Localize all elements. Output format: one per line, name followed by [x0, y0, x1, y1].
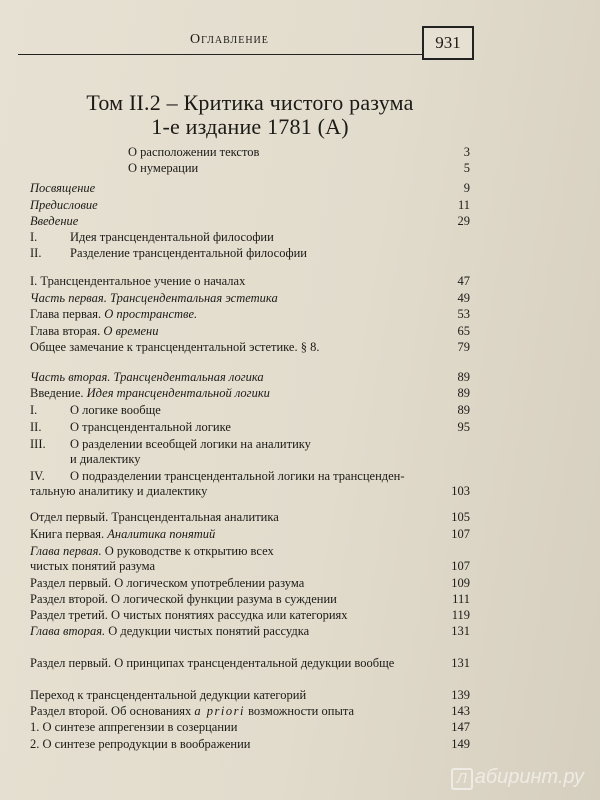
- toc-entry-text: Раздел первый. О логическом употреблении разума: [30, 576, 305, 590]
- toc-entry-text: О трансцендентальной логике: [70, 420, 231, 434]
- toc-entry-text-continuation: и диалектику: [70, 452, 141, 466]
- toc-entry-prefix: Глава вторая.: [30, 324, 104, 338]
- toc-entry-text: Посвящение: [30, 181, 96, 195]
- toc-entry-number: I.: [30, 230, 38, 244]
- toc-entry-prefix: Глава первая.: [30, 307, 105, 321]
- toc-entry-text: 2. О синтезе репродукции в воображении: [30, 737, 251, 751]
- toc-entry-italic: О времени: [103, 324, 159, 338]
- toc-entry-italic: О пространстве.: [104, 307, 198, 321]
- toc-entry[interactable]: [30, 307, 470, 322]
- toc-entry-text: О разделении всеобщей логики на аналитику: [70, 437, 311, 451]
- toc-entry-prefix: Книга первая.: [30, 527, 108, 541]
- volume-title: Том II.2 – Критика чистого разума: [86, 90, 414, 115]
- toc-entry-page: 109: [451, 576, 470, 590]
- toc-entry-text: Разделение трансцендентальной философии: [70, 246, 307, 260]
- watermark-badge: Л: [451, 768, 473, 790]
- toc-entry[interactable]: [30, 688, 470, 703]
- toc-entry[interactable]: [30, 214, 470, 229]
- toc-entry-text: О логике вообще: [70, 403, 161, 417]
- toc-entry-rest: О дедукции чистых понятий рассудка: [105, 624, 310, 638]
- toc-entry-text: О нумерации: [128, 161, 199, 175]
- toc-entry[interactable]: [30, 274, 470, 289]
- toc-entry[interactable]: [30, 527, 470, 542]
- toc-entry-page: 5: [463, 161, 470, 175]
- toc-entry[interactable]: [30, 704, 470, 719]
- toc-entry-page: 29: [457, 214, 470, 228]
- watermark-text: абиринт.ру: [474, 766, 584, 788]
- toc-entry-text-continuation: тальную аналитику и диалектику: [30, 484, 208, 498]
- toc-entry-page: 107: [451, 527, 470, 541]
- watermark-logo: [451, 766, 584, 790]
- toc-entry[interactable]: [30, 246, 470, 261]
- toc-entry[interactable]: [30, 145, 470, 160]
- toc-entry-page: 11: [457, 198, 470, 212]
- toc-entry-number: IV.: [30, 469, 45, 483]
- toc-entry-italic: Аналитика понятий: [107, 527, 216, 541]
- toc-entry-number: III.: [30, 437, 46, 451]
- toc-entry[interactable]: [30, 592, 470, 607]
- toc-entry[interactable]: [30, 720, 470, 735]
- toc-entry[interactable]: [30, 437, 470, 467]
- toc-entry-text: Часть первая. Трансцендентальная эстетика: [30, 291, 278, 305]
- toc-entry-text: О подразделении трансцендентальной логики на трансценден-: [70, 469, 405, 483]
- toc-entry[interactable]: [30, 737, 470, 752]
- toc-entry-italic: Идея трансцендентальной логики: [86, 386, 270, 400]
- toc-entry-page: 107: [451, 559, 470, 573]
- toc-entry-text: Переход к трансцендентальной дедукции категорий: [30, 688, 307, 702]
- toc-entry-text: Отдел первый. Трансцендентальная аналитика: [30, 510, 279, 524]
- page-number: 931: [422, 26, 474, 60]
- toc-entry-prefix: Раздел второй. Об основаниях: [30, 704, 195, 718]
- toc-entry[interactable]: [30, 324, 470, 339]
- toc-entry-text: Раздел первый. О принципах трансцендентальной дедукции вообще: [30, 656, 395, 670]
- toc-entry-page: 149: [451, 737, 470, 751]
- toc-entry-page: 131: [451, 624, 470, 638]
- toc-entry-page: 119: [451, 608, 470, 622]
- toc-entry-text: Раздел второй. О логической функции разума в суждении: [30, 592, 337, 606]
- toc-entry-number: II.: [30, 246, 42, 260]
- toc-entry[interactable]: [30, 181, 470, 196]
- toc-entry-prefix: Введение.: [30, 386, 87, 400]
- toc-entry[interactable]: [30, 161, 470, 176]
- toc-entry-page: 95: [457, 420, 470, 434]
- toc-entry-number: I.: [30, 403, 38, 417]
- toc-entry-page: 111: [452, 592, 470, 606]
- toc-entry-page: 3: [463, 145, 470, 159]
- toc-entry[interactable]: [30, 469, 470, 499]
- toc-entry-text: 1. О синтезе аппрегензии в созерцании: [30, 720, 238, 734]
- toc-entry-suffix: возможности опыта: [244, 704, 354, 718]
- edition-title: 1-е издание 1781 (А): [151, 114, 349, 139]
- toc-entry-text: Общее замечание к трансцендентальной эстетике. § 8.: [30, 340, 320, 354]
- toc-entry-page: 53: [457, 307, 470, 321]
- toc-entry[interactable]: [30, 624, 470, 639]
- running-head-label: Оглавление: [190, 32, 269, 47]
- toc-entry[interactable]: [30, 291, 470, 306]
- toc-entry-text: Идея трансцендентальной философии: [70, 230, 274, 244]
- toc-entry[interactable]: [30, 403, 470, 418]
- toc-entry[interactable]: [30, 340, 470, 355]
- toc-entry-text: О расположении текстов: [128, 145, 260, 159]
- toc-entry[interactable]: [30, 656, 470, 671]
- toc-entry-page: 79: [457, 340, 470, 354]
- toc-entry-page: 89: [457, 370, 470, 384]
- toc-entry-page: 89: [457, 403, 470, 417]
- toc-entry[interactable]: [30, 608, 470, 623]
- toc-entry-rest: О руководстве к открытию всех: [101, 544, 274, 558]
- toc-entry-page: 49: [457, 291, 470, 305]
- toc-entry[interactable]: [30, 230, 470, 245]
- toc-entry-page: 89: [457, 386, 470, 400]
- toc-entry-page: 131: [451, 656, 470, 670]
- toc-entry-page: 105: [451, 510, 470, 524]
- toc-entry-page: 143: [451, 704, 470, 718]
- toc-entry[interactable]: [30, 420, 470, 435]
- toc-entry-number: II.: [30, 420, 42, 434]
- toc-entry-page: 65: [457, 324, 470, 338]
- toc-entry-italic: Глава первая.: [30, 544, 102, 558]
- toc-entry-page: 139: [451, 688, 470, 702]
- toc-entry-text: Предисловие: [30, 198, 98, 212]
- toc-entry-text-continuation: чистых понятий разума: [30, 559, 156, 573]
- toc-entry[interactable]: [30, 386, 470, 401]
- toc-entry[interactable]: [30, 510, 470, 525]
- toc-entry-text: Раздел третий. О чистых понятиях рассудка или категориях: [30, 608, 348, 622]
- toc-entry-page: 9: [463, 181, 470, 195]
- toc-entry-text: Введение: [30, 214, 79, 228]
- toc-entry-page: 147: [451, 720, 470, 734]
- toc-entry[interactable]: [30, 544, 470, 574]
- toc-entry-page: 103: [451, 484, 470, 498]
- toc-entry-page: 47: [457, 274, 470, 288]
- toc-entry-text: Часть вторая. Трансцендентальная логика: [30, 370, 264, 384]
- toc-entry-spaced: a priori: [194, 704, 245, 718]
- toc-entry[interactable]: [30, 198, 470, 213]
- toc-entry-text: I. Трансцендентальное учение о началах: [30, 274, 246, 288]
- toc-entry-italic: Глава вторая.: [30, 624, 106, 638]
- toc-entry[interactable]: [30, 370, 470, 385]
- toc-entry[interactable]: [30, 576, 470, 591]
